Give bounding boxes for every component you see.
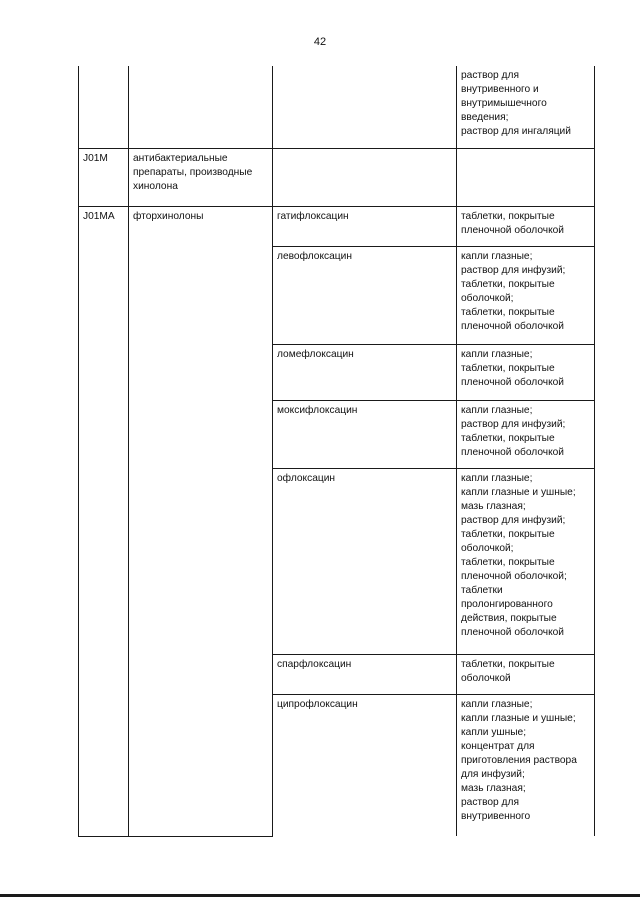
drug-classification-table (78, 66, 595, 837)
page-number: 42 (313, 36, 327, 48)
dosage-form-cell: капли глазные; таблетки, покрытые пленочной оболочкой (457, 344, 595, 400)
dosage-form-cell: раствор для внутривенного и внутримышечного введения; раствор для ингаляций (457, 66, 595, 148)
dosage-form-cell: таблетки, покрытые пленочной оболочкой (457, 206, 595, 246)
dosage-form-cell: капли глазные; раствор для инфузий; таблетки, покрытые оболочкой; таблетки, покрытые пленочной оболочкой (457, 246, 595, 344)
scan-edge-line (0, 894, 640, 897)
drug-name-cell: ципрофлоксацин (273, 694, 457, 836)
pharmacological-group-cell (129, 66, 273, 148)
dosage-form-cell: таблетки, покрытые оболочкой (457, 654, 595, 694)
dosage-form-cell (457, 148, 595, 206)
drug-name-cell (273, 66, 457, 148)
atc-code-cell (79, 66, 129, 148)
pharmacological-group-cell: антибактериальные препараты, производные хинолона (129, 148, 273, 206)
dosage-form-cell: капли глазные; капли глазные и ушные; капли ушные; концентрат для приготовления раствора для инфузий; мазь глазная; раствор для внутривенного (457, 694, 595, 836)
pharmacological-group-cell: фторхинолоны (129, 206, 273, 836)
drug-name-cell: моксифлоксацин (273, 400, 457, 468)
table-row (79, 66, 595, 148)
drug-name-cell: спарфлоксацин (273, 654, 457, 694)
drug-name-cell: гатифлоксацин (273, 206, 457, 246)
drug-name-cell: левофлоксацин (273, 246, 457, 344)
drug-name-cell (273, 148, 457, 206)
table-row (79, 148, 595, 206)
dosage-form-cell: капли глазные; капли глазные и ушные; мазь глазная; раствор для инфузий; таблетки, покрытые оболочкой; таблетки, покрытые пленочной оболочкой; таблетки пролонгированного действия, покрытые пленочной оболочкой (457, 468, 595, 654)
dosage-form-cell: капли глазные; раствор для инфузий; таблетки, покрытые пленочной оболочкой (457, 400, 595, 468)
atc-code-cell: J01M (79, 148, 129, 206)
drug-name-cell: ломефлоксацин (273, 344, 457, 400)
table-row (79, 206, 595, 246)
drug-name-cell: офлоксацин (273, 468, 457, 654)
atc-code-cell: J01MA (79, 206, 129, 836)
